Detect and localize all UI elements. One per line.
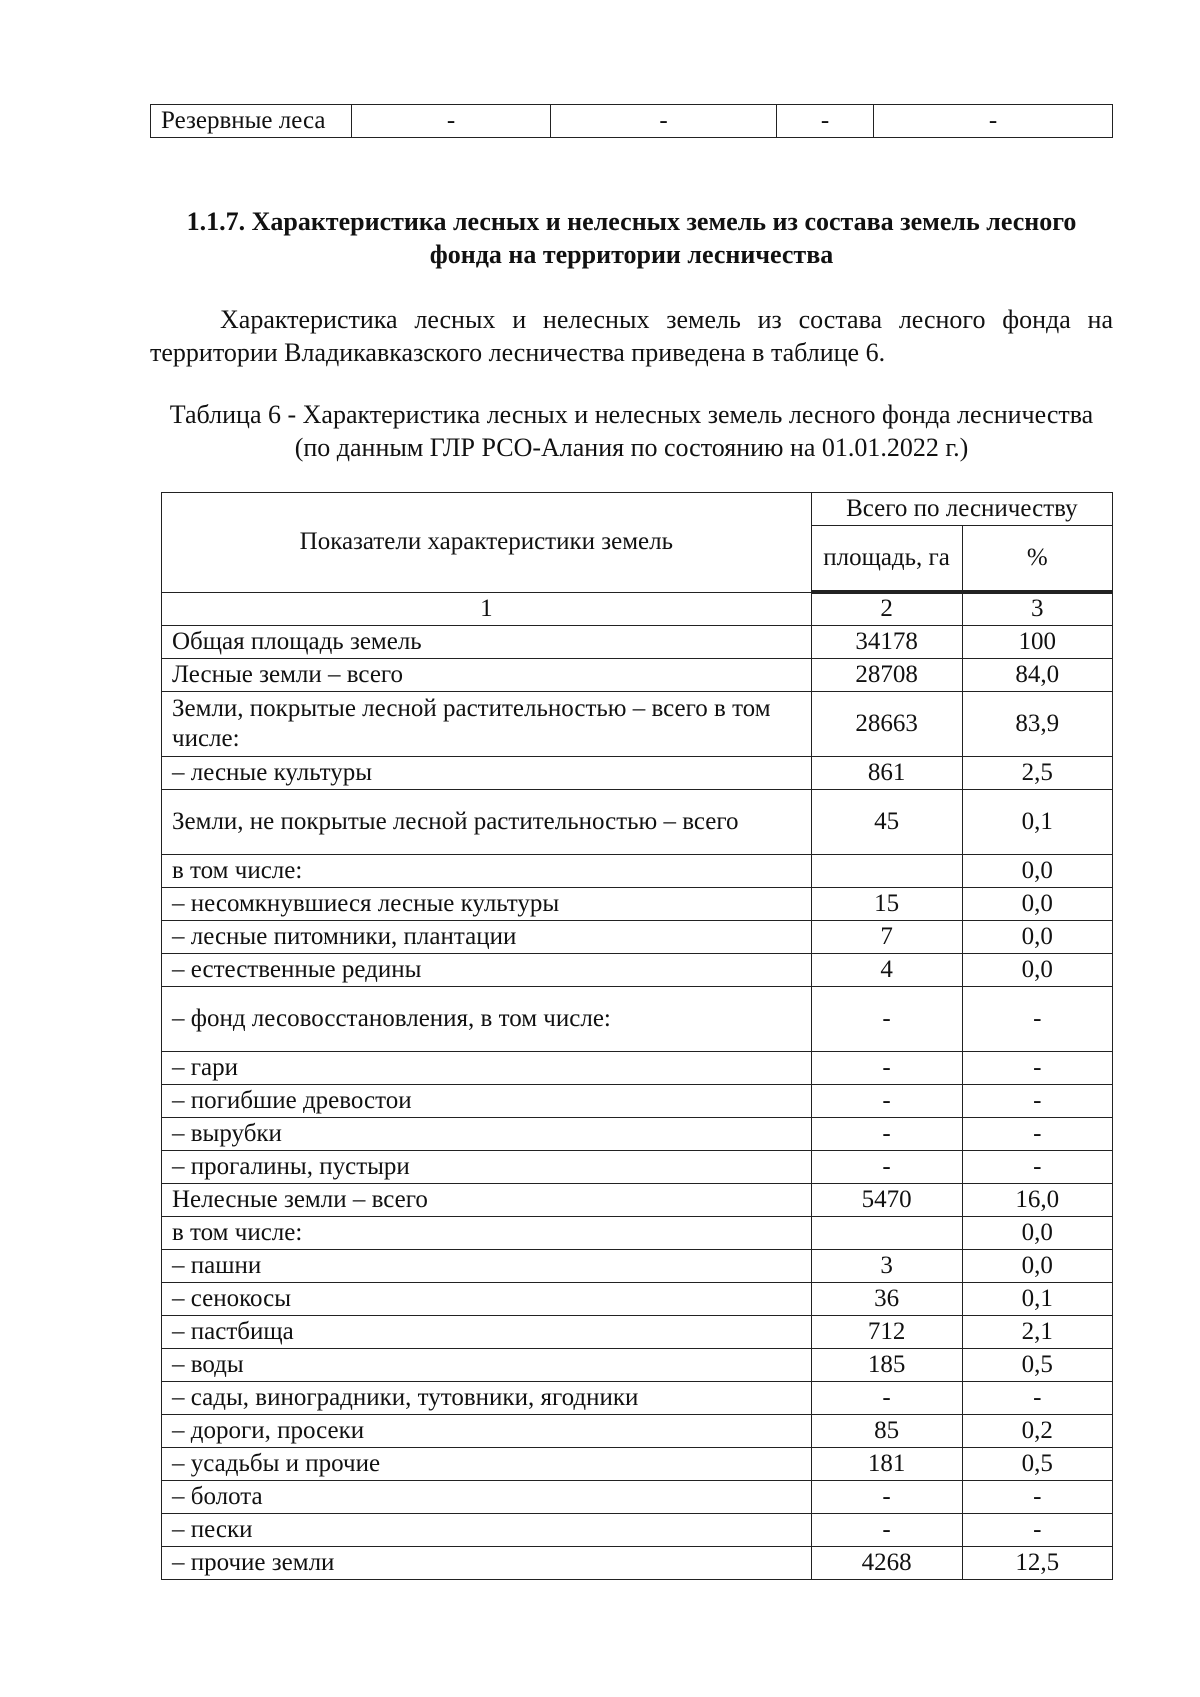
- row-label: Земли, покрытые лесной растительностью – всего в том числе:: [162, 691, 812, 756]
- land-characteristics-table: [161, 492, 1113, 1580]
- percent-value: 16,0: [962, 1183, 1113, 1216]
- area-value: [811, 854, 962, 887]
- area-value: 185: [811, 1348, 962, 1381]
- table-row: [162, 1084, 1113, 1117]
- column-number: 1: [162, 592, 812, 625]
- area-value: 7: [811, 920, 962, 953]
- percent-value: -: [962, 1117, 1113, 1150]
- percent-value: 100: [962, 625, 1113, 658]
- row-label: – воды: [162, 1348, 812, 1381]
- row-label: – пески: [162, 1513, 812, 1546]
- area-value: 181: [811, 1447, 962, 1480]
- header-percent: %: [962, 526, 1113, 593]
- row-label: – дороги, просеки: [162, 1414, 812, 1447]
- percent-value: 0,5: [962, 1447, 1113, 1480]
- row-label: – погибшие древостои: [162, 1084, 812, 1117]
- row-label: Резервные леса: [151, 105, 352, 138]
- area-value: 36: [811, 1282, 962, 1315]
- area-value: 34178: [811, 625, 962, 658]
- table-caption: Таблица 6 - Характеристика лесных и нелесных земель лесного фонда лесничества (по данным ГЛР РСО-Алания по состоянию на 01.01.2022 г.): [169, 400, 1094, 462]
- table-cell: -: [551, 105, 777, 138]
- area-value: 861: [811, 756, 962, 789]
- row-label: – прогалины, пустыри: [162, 1150, 812, 1183]
- table-row: [162, 1381, 1113, 1414]
- table-row: [162, 1546, 1113, 1579]
- area-value: 45: [811, 789, 962, 854]
- area-value: 85: [811, 1414, 962, 1447]
- header-indicator: Показатели характеристики земель: [162, 493, 812, 593]
- percent-value: 0,0: [962, 887, 1113, 920]
- row-label: Нелесные земли – всего: [162, 1183, 812, 1216]
- area-value: 15: [811, 887, 962, 920]
- table-row: [162, 953, 1113, 986]
- percent-value: -: [962, 1480, 1113, 1513]
- area-value: 28663: [811, 691, 962, 756]
- percent-value: 0,0: [962, 953, 1113, 986]
- table-row: [162, 1249, 1113, 1282]
- row-label: – пастбища: [162, 1315, 812, 1348]
- table-row: [162, 1051, 1113, 1084]
- table-row: [162, 1216, 1113, 1249]
- row-label: – сады, виноградники, тутовники, ягодники: [162, 1381, 812, 1414]
- column-number-row: [162, 592, 1113, 625]
- table-cell: -: [777, 105, 874, 138]
- table-row: [162, 625, 1113, 658]
- percent-value: 2,5: [962, 756, 1113, 789]
- area-value: -: [811, 1513, 962, 1546]
- area-value: -: [811, 1381, 962, 1414]
- percent-value: 0,5: [962, 1348, 1113, 1381]
- table-cell: -: [874, 105, 1113, 138]
- area-value: 4268: [811, 1546, 962, 1579]
- table-row: [162, 1414, 1113, 1447]
- area-value: -: [811, 1150, 962, 1183]
- percent-value: 0,0: [962, 854, 1113, 887]
- area-value: 5470: [811, 1183, 962, 1216]
- row-label: – естественные редины: [162, 953, 812, 986]
- percent-value: 0,0: [962, 920, 1113, 953]
- table-body: [162, 625, 1113, 1579]
- area-value: 4: [811, 953, 962, 986]
- row-label: – прочие земли: [162, 1546, 812, 1579]
- table-row: [162, 691, 1113, 756]
- row-label: – лесные культуры: [162, 756, 812, 789]
- row-label: – лесные питомники, плантации: [162, 920, 812, 953]
- table-row: [162, 1480, 1113, 1513]
- table-row: [162, 887, 1113, 920]
- percent-value: 2,1: [962, 1315, 1113, 1348]
- percent-value: -: [962, 1381, 1113, 1414]
- percent-value: 0,1: [962, 1282, 1113, 1315]
- percent-value: -: [962, 986, 1113, 1051]
- table-row: [162, 854, 1113, 887]
- header-area: площадь, га: [811, 526, 962, 593]
- row-label: Лесные земли – всего: [162, 658, 812, 691]
- header-total-group: Всего по лесничеству: [811, 493, 1112, 526]
- area-value: 712: [811, 1315, 962, 1348]
- area-value: -: [811, 986, 962, 1051]
- percent-value: -: [962, 1150, 1113, 1183]
- percent-value: 0,0: [962, 1249, 1113, 1282]
- row-label: Земли, не покрытые лесной растительностью – всего: [162, 789, 812, 854]
- area-value: -: [811, 1117, 962, 1150]
- table-row: [162, 756, 1113, 789]
- row-label: – болота: [162, 1480, 812, 1513]
- table-row: [162, 1315, 1113, 1348]
- column-number: 2: [811, 592, 962, 625]
- area-value: -: [811, 1084, 962, 1117]
- row-label: – вырубки: [162, 1117, 812, 1150]
- table-row: [162, 789, 1113, 854]
- intro-paragraph: Характеристика лесных и нелесных земель из состава лесного фонда на территории Владикавказского лесничества приведена в таблице 6.: [150, 305, 1113, 367]
- area-value: -: [811, 1051, 962, 1084]
- area-value: 3: [811, 1249, 962, 1282]
- percent-value: 0,1: [962, 789, 1113, 854]
- table-row: [162, 920, 1113, 953]
- table-row: [162, 1513, 1113, 1546]
- row-label: – фонд лесовосстановления, в том числе:: [162, 986, 812, 1051]
- table-row: [162, 1183, 1113, 1216]
- table-row: [162, 1447, 1113, 1480]
- percent-value: -: [962, 1084, 1113, 1117]
- row-label: в том числе:: [162, 1216, 812, 1249]
- percent-value: 12,5: [962, 1546, 1113, 1579]
- table-row: [162, 1348, 1113, 1381]
- percent-value: 0,2: [962, 1414, 1113, 1447]
- row-label: Общая площадь земель: [162, 625, 812, 658]
- header-row: [162, 493, 1113, 526]
- reserve-forests-table: [150, 104, 1113, 138]
- table-row: [162, 1117, 1113, 1150]
- percent-value: -: [962, 1051, 1113, 1084]
- percent-value: -: [962, 1513, 1113, 1546]
- row-label: в том числе:: [162, 854, 812, 887]
- percent-value: 0,0: [962, 1216, 1113, 1249]
- column-number: 3: [962, 592, 1113, 625]
- row-label: – усадьбы и прочие: [162, 1447, 812, 1480]
- row-label: – сенокосы: [162, 1282, 812, 1315]
- section-heading: 1.1.7. Характеристика лесных и нелесных земель из состава земель лесного фонда на территории лесничества: [186, 207, 1077, 269]
- table-row: [162, 1150, 1113, 1183]
- table-cell: -: [352, 105, 551, 138]
- table-row: [151, 105, 1113, 138]
- table-row: [162, 658, 1113, 691]
- area-value: 28708: [811, 658, 962, 691]
- row-label: – гари: [162, 1051, 812, 1084]
- row-label: – несомкнувшиеся лесные культуры: [162, 887, 812, 920]
- percent-value: 83,9: [962, 691, 1113, 756]
- table-row: [162, 986, 1113, 1051]
- row-label: – пашни: [162, 1249, 812, 1282]
- percent-value: 84,0: [962, 658, 1113, 691]
- area-value: -: [811, 1480, 962, 1513]
- area-value: [811, 1216, 962, 1249]
- table-row: [162, 1282, 1113, 1315]
